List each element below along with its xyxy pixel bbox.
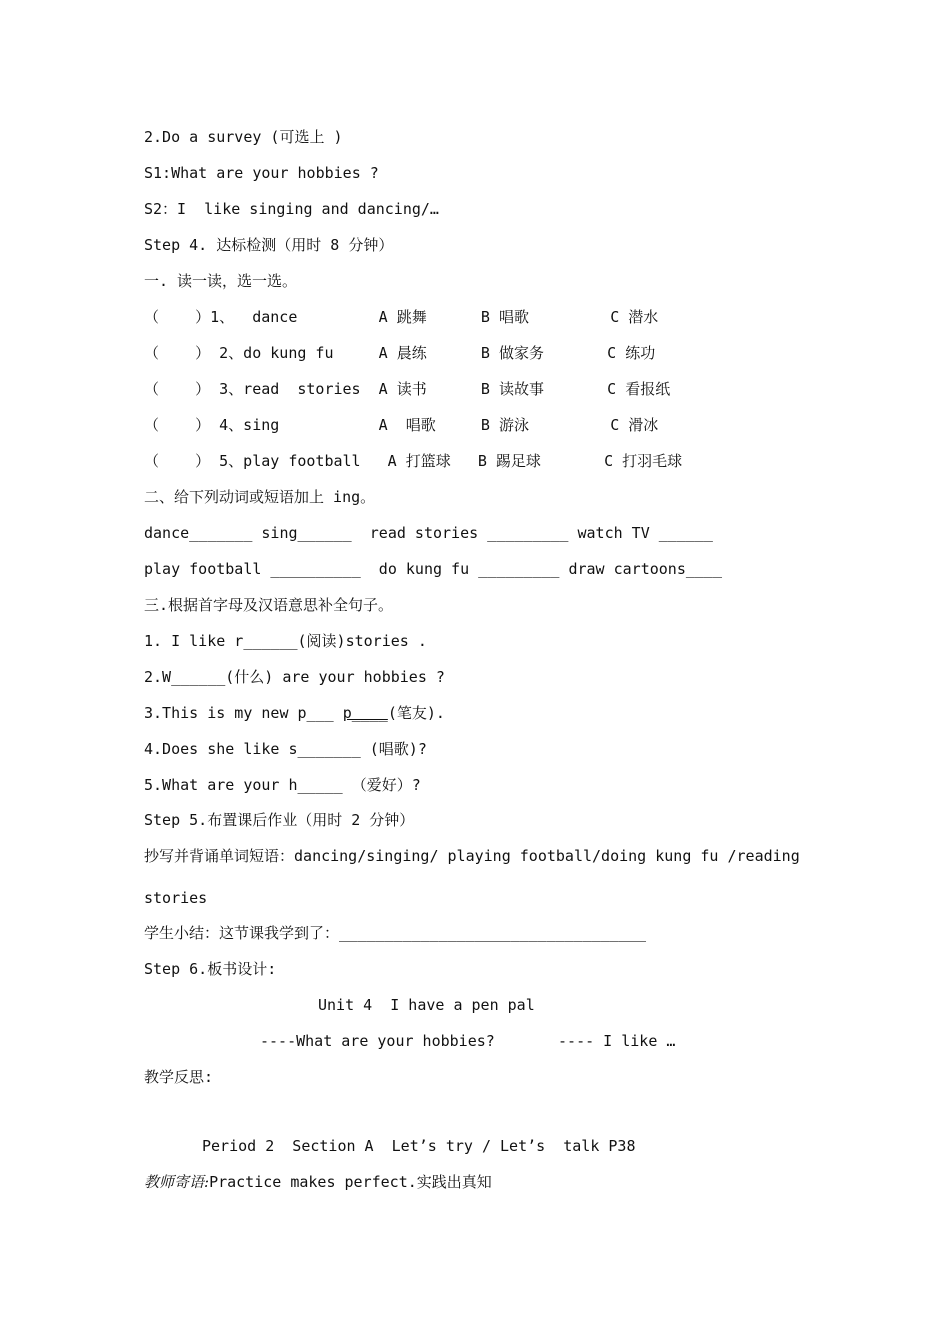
sentence-2: 2.W______(什么) are your hobbies ? [144,668,445,686]
teacher-message [144,1172,492,1192]
question-4: （ ） 4、sing A 唱歌 B 游泳 C 滑冰 [144,416,659,434]
homework-line: 抄写并背诵单词短语：dancing/singing/ playing football/doing kung fu /reading [144,847,800,865]
sentence-3-blank: p____ [342,704,388,722]
reflection-heading: 教学反思: [144,1068,214,1086]
question-1: （ ）1、 dance A 跳舞 B 唱歌 C 潜水 [144,308,659,326]
step5-heading: Step 5.布置课后作业（用时 2 分钟） [144,811,415,829]
section3-heading: 三.根据首字母及汉语意思补全句子。 [144,596,394,614]
sentence-3-end: (笔友). [387,704,445,722]
question-5: （ ） 5、play football A 打篮球 B 踢足球 C 打羽毛球 [144,452,683,470]
sentence-1: 1. I like r______(阅读)stories . [144,632,427,650]
section2-heading: 二、给下列动词或短语加上 ing。 [144,488,376,506]
step4-heading: Step 4. 达标检测（用时 8 分钟） [144,236,394,254]
question-3: （ ） 3、read stories A 读书 B 读故事 C 看报纸 [144,380,671,398]
ing-row-1: dance_______ sing______ read stories _________ watch TV ______ [144,524,713,542]
ing-row-2: play football __________ do kung fu _________ draw cartoons____ [144,560,722,578]
board-title: Unit 4 I have a pen pal [318,996,535,1014]
teacher-message-text: Practice makes perfect.实践出真知 [209,1173,492,1191]
homework-line-cont: stories [144,889,208,907]
board-dialog: ----What are your hobbies? ---- I like … [260,1032,676,1050]
survey-heading: 2.Do a survey (可选上 ) [144,128,343,146]
dialog-s2: S2：I like singing and dancing/… [144,200,439,218]
sentence-3-start: 3.This is my new p___ [144,704,343,722]
section1-heading: 一. 读一读，选一选。 [144,272,298,290]
sentence-4: 4.Does she like s_______ (唱歌)? [144,740,427,758]
teacher-message-label: 教师寄语: [144,1173,210,1191]
sentence-3 [144,703,445,723]
sentence-5: 5.What are your h_____ （爱好）? [144,776,421,794]
dialog-s1: S1:What are your hobbies ? [144,164,379,182]
question-2: （ ） 2、do kung fu A 晨练 B 做家务 C 练功 [144,344,656,362]
period2-title: Period 2 Section A Let’s try / Let’s talk P38 [202,1137,636,1155]
student-summary: 学生小结：这节课我学到了：__________________________________ [144,924,647,942]
step6-heading: Step 6.板书设计: [144,960,277,978]
